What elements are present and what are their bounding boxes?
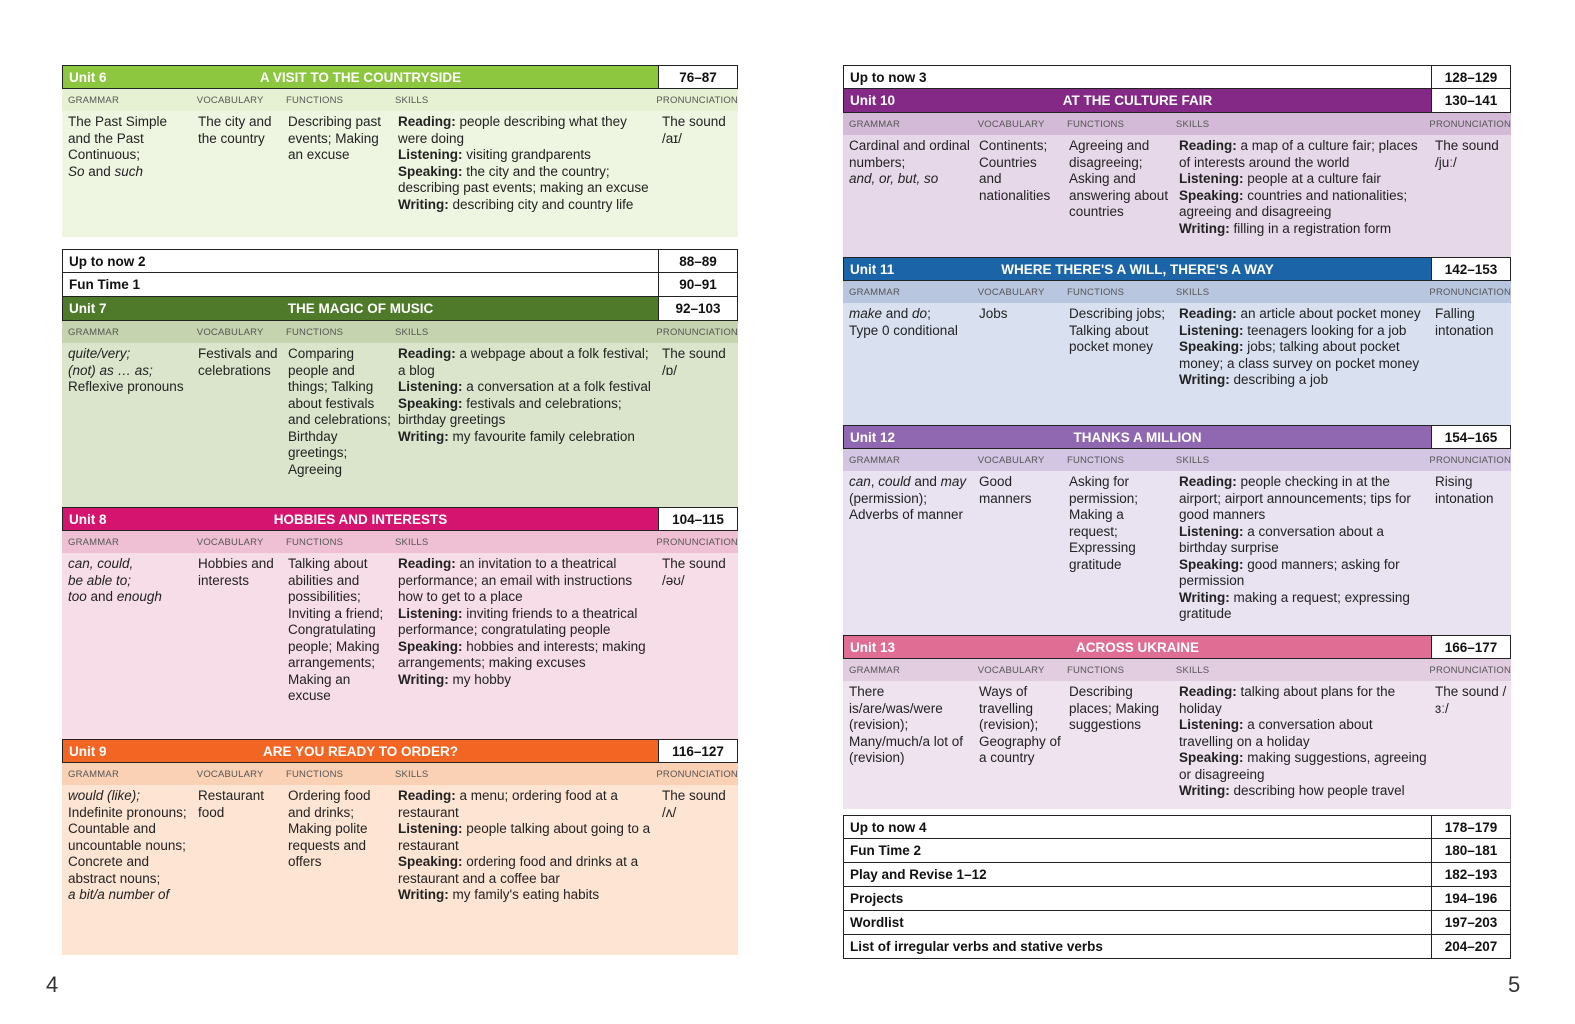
unit-7-header[interactable]: Unit 7 THE MAGIC OF MUSIC 92–103 [62, 297, 738, 321]
skills-cell: Reading: people describing what they were doing Listening: visiting grandparents Speaking: the city and the country; describing past events; making an excuse Writing: describing city and country life [398, 114, 649, 212]
vocabulary-cell: The city and the country [198, 114, 272, 146]
fun-time-1[interactable]: Fun Time 1 90–91 [62, 273, 738, 297]
unit-11-header[interactable]: Unit 11 WHERE THERE'S A WILL, THERE'S A WAY 142–153 [843, 257, 1511, 281]
left-page [62, 65, 738, 955]
unit-pages: 76–87 [658, 66, 737, 88]
page-number-left: 4 [46, 972, 59, 997]
up-to-now-3[interactable]: Up to now 3 128–129 [843, 65, 1511, 89]
unit-12-content: can, could and may (permission); Adverbs of manner Good manners Asking for permission; Making a request; Expressing gratitude Reading: people checking in at the airport; airport announcements; tips for good manners Listening: a conversation about a birthday surprise Speaking: good manners; asking for permission Writing: making a request; expressing gratitude Rising intonation [843, 471, 1511, 635]
unit-7-content: quite/very; (not) as … as; Reflexive pronouns Festivals and celebrations Comparing people and things; Talking about festivals and celebrations; Birthday greetings; Agreeing Reading: a webpage about a folk festival; a blog Listening: a conversation at a folk festival Speaking: festivals and celebrations; birthday greetings Writing: my favourite family celebration The sound /ɒ/ [62, 343, 738, 507]
unit-title: A VISIT TO THE COUNTRYSIDE [259, 69, 462, 85]
column-headers: GRAMMAR VOCABULARY FUNCTIONS SKILLS PRONUNCIATION [843, 449, 1511, 471]
unit-9-content: would (like); Indefinite pronouns; Countable and uncountable nouns; Concrete and abstract nouns; a bit/a number of Restaurant food Ordering food and drinks; Making polite requests and offers Reading: a menu; ordering food at a restaurant Listening: people talking about going to a restaurant Speaking: ordering food and drinks at a restaurant and a coffee bar Writing: my family's eating habits The sound /ʌ/ [62, 785, 738, 955]
column-headers: GRAMMAR VOCABULARY FUNCTIONS SKILLS PRONUNCIATION [62, 763, 738, 785]
unit-13-header[interactable]: Unit 13 ACROSS UKRAINE 166–177 [843, 635, 1511, 659]
unit-13-content: There is/are/was/were (revision); Many/much/a lot of (revision) Ways of travelling (revision); Geography of a country Describing places; Making suggestions Reading: talking about plans for the holiday Listening: a conversation about travelling on a holiday Speaking: making suggestions, agreeing or disagreeing Writing: describing how people travel The sound /ɜː/ [843, 681, 1511, 809]
extras-up-to-now-4[interactable]: Up to now 4 178–179 [843, 815, 1511, 839]
grammar-cell: The Past Simple and the Past Continuous; So and such [68, 114, 168, 179]
up-to-now-2[interactable]: Up to now 2 88–89 [62, 249, 738, 273]
extras-wordlist[interactable]: Wordlist 197–203 [843, 911, 1511, 935]
unit-10-content: Cardinal and ordinal numbers; and, or, but, so Continents; Countries and nationalities Agreeing and disagreeing; Asking and answering about countries Reading: a map of a culture fair; places of interests around the world Listening: people at a culture fair Speaking: countries and nationalities; agreeing and disagreeing Writing: filling in a registration form The sound /juː/ [843, 135, 1511, 257]
column-headers: GRAMMAR VOCABULARY FUNCTIONS SKILLS PRONUNCIATION [843, 659, 1511, 681]
column-headers: GRAMMAR VOCABULARY FUNCTIONS SKILLS PRONUNCIATION [843, 281, 1511, 303]
functions-cell: Describing past events; Making an excuse [288, 114, 382, 162]
unit-9-header[interactable]: Unit 9 ARE YOU READY TO ORDER? 116–127 [62, 739, 738, 763]
extras-play-and-revise[interactable]: Play and Revise 1–12 182–193 [843, 863, 1511, 887]
unit-8-header[interactable]: Unit 8 HOBBIES AND INTERESTS 104–115 [62, 507, 738, 531]
extras-fun-time-2[interactable]: Fun Time 2 180–181 [843, 839, 1511, 863]
column-headers: GRAMMAR VOCABULARY FUNCTIONS SKILLS PRONUNCIATION [62, 89, 738, 111]
extras-irregular-verbs[interactable]: List of irregular verbs and stative verbs 204–207 [843, 935, 1511, 959]
extras-projects[interactable]: Projects 194–196 [843, 887, 1511, 911]
column-headers: GRAMMAR VOCABULARY FUNCTIONS SKILLS PRONUNCIATION [62, 321, 738, 343]
unit-10-header[interactable]: Unit 10 AT THE CULTURE FAIR 130–141 [843, 89, 1511, 113]
unit-6-content [62, 111, 738, 237]
unit-11-content: make and do; Type 0 conditional Jobs Describing jobs; Talking about pocket money Reading: an article about pocket money Listening: teenagers looking for a job Speaking: jobs; talking about pocket money; a class survey on pocket money Writing: describing a job Falling intonation [843, 303, 1511, 425]
column-headers: GRAMMAR VOCABULARY FUNCTIONS SKILLS PRONUNCIATION [843, 113, 1511, 135]
unit-8-content: can, could, be able to; too and enough Hobbies and interests Talking about abilities and possibilities; Inviting a friend; Congratulating people; Making arrangements; Making an excuse Reading: an invitation to a theatrical performance; an email with instructions how to get to a place Listening: inviting friends to a theatrical performance; congratulating people Speaking: hobbies and interests; making arrangements; making excuses Writing: my hobby The sound /əʊ/ [62, 553, 738, 739]
page-number-right: 5 [1508, 972, 1521, 997]
unit-label: Unit 6 [69, 69, 107, 85]
column-headers: GRAMMAR VOCABULARY FUNCTIONS SKILLS PRONUNCIATION [62, 531, 738, 553]
unit-6-header[interactable] [62, 65, 738, 89]
unit-12-header[interactable]: Unit 12 THANKS A MILLION 154–165 [843, 425, 1511, 449]
right-page [843, 65, 1511, 959]
pronunciation-cell: The sound /aɪ/ [662, 114, 726, 146]
